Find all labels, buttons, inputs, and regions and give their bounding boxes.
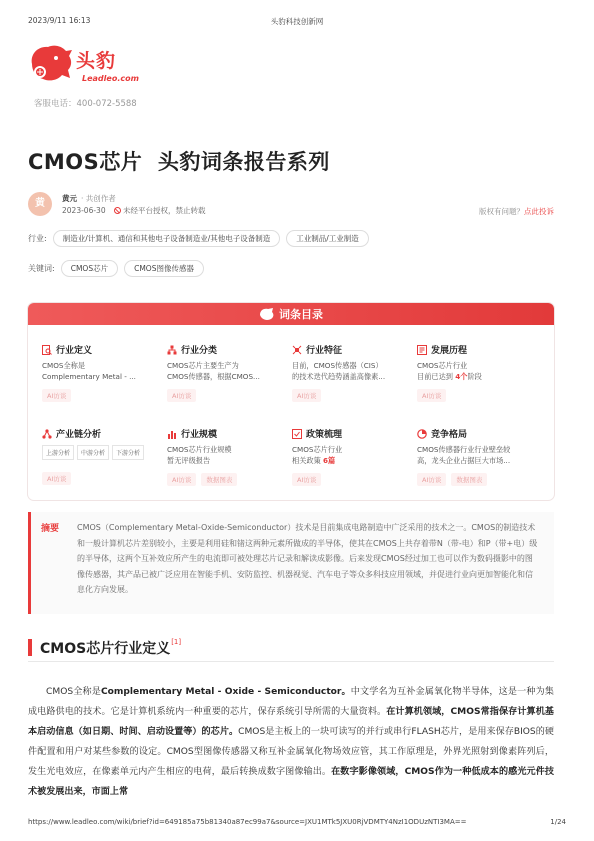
pie-icon bbox=[417, 429, 427, 439]
section-heading bbox=[28, 638, 181, 658]
catalog-item-title: 发展历程 bbox=[431, 346, 468, 356]
ai-interview-badge[interactable]: AI访谈 bbox=[42, 389, 71, 402]
keywords-label: 关键词: bbox=[28, 264, 55, 273]
ai-interview-badge[interactable]: AI访谈 bbox=[292, 389, 321, 402]
author-info bbox=[62, 193, 116, 204]
industry-tag[interactable]: 工业制品/工业制造 bbox=[286, 230, 369, 247]
logo-brand-en: Leadleo.com bbox=[82, 74, 139, 83]
catalog-item-desc: 相关政策 bbox=[292, 455, 324, 465]
catalog-item-features[interactable] bbox=[292, 343, 417, 419]
catalog-item-desc: CMOS全称是 bbox=[42, 361, 86, 370]
history-icon bbox=[417, 345, 427, 355]
print-datetime: 2023/9/11 16:13 bbox=[28, 16, 91, 25]
author-role: · 共创作者 bbox=[81, 194, 116, 203]
catalog-item-industry-chain[interactable] bbox=[42, 427, 167, 500]
print-footer bbox=[28, 818, 566, 826]
body-text: CMOS全称是 bbox=[46, 687, 101, 697]
data-chart-badge[interactable]: 数据图表 bbox=[201, 473, 237, 486]
catalog-item-title: 政策梳理 bbox=[306, 430, 343, 440]
ai-interview-badge[interactable]: AI访谈 bbox=[292, 473, 321, 486]
section-divider bbox=[28, 661, 554, 662]
catalog-item-competition[interactable] bbox=[417, 427, 542, 500]
catalog-item-desc: 目前已达到 bbox=[417, 371, 456, 381]
keywords-row bbox=[28, 260, 210, 277]
policy-icon bbox=[292, 429, 302, 439]
logo-brand-cn: 头豹 bbox=[76, 50, 117, 72]
keyword-tag[interactable]: CMOS芯片 bbox=[61, 260, 118, 277]
catalog-item-desc: Complementary Metal - ... bbox=[42, 371, 136, 381]
catalog-item-desc: CMOS传感器行业行业壁垒较 bbox=[417, 445, 511, 454]
section-title: CMOS芯片行业定义 bbox=[40, 641, 171, 657]
leopard-head-icon bbox=[259, 307, 275, 321]
midstream-analysis[interactable]: 中游分析 bbox=[77, 445, 109, 460]
publish-info bbox=[62, 205, 205, 216]
page-title: CMOS芯片 头豹词条报告系列 bbox=[28, 150, 330, 174]
ai-interview-badge[interactable]: AI访谈 bbox=[167, 389, 196, 402]
body-bold: 在数字影像领域，CMOS作为一种低成本的感光元件技术被发展出来，市面上常 bbox=[28, 767, 554, 797]
catalog-item-desc: CMOS芯片行业 bbox=[292, 445, 343, 454]
ai-interview-badge[interactable]: AI访谈 bbox=[167, 473, 196, 486]
catalog-card bbox=[28, 303, 554, 500]
ban-icon bbox=[114, 207, 121, 214]
leopard-logo-icon bbox=[28, 42, 74, 86]
summary-label: 摘要 bbox=[41, 524, 60, 534]
category-icon bbox=[167, 345, 177, 355]
reference-mark[interactable]: [1] bbox=[171, 638, 182, 646]
summary-text: CMOS（Complementary Metal-Oxide-Semiconductor）技术是目前集成电路制造中广泛采用的技术之一。CMOS的制造技术和一般计算机芯片差别较小，主要是利用硅和锗这两种元素所做成的半导体，使其在CMOS上共存着带N（带-电）和P（带+电）级的半导体，这两个互补效应所产生的电流即可被处理芯片记录和解读成影像。后来发现CMOS经过加工也可以作为数码摄影中的图像传感器，其产品已被广泛应用在智能手机、安防监控、机器视觉、汽车电子等众多科技应用领域，并促进行业向更加智能化和信息化方向发展。 bbox=[77, 523, 538, 594]
catalog-item-title: 行业定义 bbox=[56, 346, 93, 356]
copyright-notice bbox=[479, 206, 554, 217]
ai-interview-badge[interactable]: AI访谈 bbox=[417, 389, 446, 402]
feature-icon bbox=[292, 345, 302, 355]
catalog-item-desc: 的技术迭代趋势涵盖高像素... bbox=[292, 371, 386, 381]
catalog-item-title: 行业规模 bbox=[181, 430, 218, 440]
catalog-item-desc: CMOS芯片主要生产为 bbox=[167, 361, 239, 370]
author-row bbox=[28, 192, 554, 222]
catalog-item-definition[interactable] bbox=[42, 343, 167, 419]
page-url: https://www.leadleo.com/wiki/brief?id=649185a75b81340a87ec99a7&source=JXU1MTk5JXU0RjVDMTY4NzI1ODUzNTI3MA== bbox=[28, 818, 467, 826]
stage-count: 4个 bbox=[455, 371, 468, 381]
catalog-item-desc: CMOS传感器，根据CMOS... bbox=[167, 371, 260, 381]
no-repost-notice bbox=[114, 206, 206, 215]
upstream-analysis[interactable]: 上游分析 bbox=[42, 445, 74, 460]
author-name[interactable]: 黄元 bbox=[62, 194, 77, 203]
ai-interview-badge[interactable]: AI访谈 bbox=[417, 473, 446, 486]
catalog-item-policy[interactable] bbox=[292, 427, 417, 500]
no-repost-text: 未经平台授权，禁止转载 bbox=[122, 206, 206, 215]
data-chart-badge[interactable]: 数据图表 bbox=[451, 473, 487, 486]
section-accent-bar bbox=[28, 639, 32, 656]
industry-row bbox=[28, 230, 375, 247]
publish-date: 2023-06-30 bbox=[62, 206, 106, 215]
catalog-item-desc: 阶段 bbox=[467, 371, 482, 381]
body-text: 中文学名为互补金属氧化物半导体，这是一种为集成电路供电的技术。它是计算机系统内一种重要的芯片，保存系统引导所需的大量资料。 bbox=[28, 687, 554, 717]
keyword-tag[interactable]: CMOS图像传感器 bbox=[124, 260, 204, 277]
policy-count: 6篇 bbox=[323, 455, 336, 465]
catalog-item-desc: 高，龙头企业占据巨大市场... bbox=[417, 455, 511, 465]
chain-icon bbox=[42, 429, 52, 439]
page-number: 1/24 bbox=[550, 818, 566, 826]
catalog-item-desc: CMOS芯片行业规模 bbox=[167, 445, 232, 454]
summary-box bbox=[28, 512, 554, 614]
catalog-item-title: 行业分类 bbox=[181, 346, 218, 356]
catalog-item-history[interactable] bbox=[417, 343, 542, 419]
author-avatar[interactable]: 黄 bbox=[28, 192, 52, 216]
body-bold: 在计算机领域，CMOS常指保存计算机基本启动信息（如日期、时间、启动设置等）的芯片。 bbox=[28, 707, 554, 737]
search-doc-icon bbox=[42, 345, 52, 355]
copyright-question: 版权有问题？ bbox=[479, 207, 524, 216]
catalog-item-desc: 目前，CMOS传感器（CIS） bbox=[292, 361, 383, 370]
catalog-item-desc: 暂无评级报告 bbox=[167, 455, 211, 465]
definition-paragraph bbox=[28, 682, 554, 802]
print-site-name: 头豹科技创新网 bbox=[270, 17, 324, 26]
industry-label: 行业: bbox=[28, 234, 47, 243]
service-phone: 客服电话：400-072-5588 bbox=[34, 99, 137, 109]
catalog-title: 词条目录 bbox=[279, 308, 323, 321]
print-header bbox=[28, 16, 566, 27]
ai-interview-badge[interactable]: AI访谈 bbox=[42, 472, 71, 485]
catalog-item-title: 竞争格局 bbox=[431, 430, 468, 440]
downstream-analysis[interactable]: 下游分析 bbox=[112, 445, 144, 460]
catalog-item-title: 产业链分析 bbox=[56, 430, 102, 440]
catalog-item-desc: CMOS芯片行业 bbox=[417, 361, 468, 370]
catalog-header bbox=[28, 303, 554, 325]
complaint-link[interactable]: 点此投诉 bbox=[524, 207, 554, 216]
catalog-item-title: 行业特征 bbox=[306, 346, 343, 356]
bar-chart-icon bbox=[167, 429, 177, 439]
catalog-item-classification[interactable] bbox=[167, 343, 292, 419]
industry-tag[interactable]: 制造业/计算机、通信和其他电子设备制造业/其他电子设备制造 bbox=[53, 230, 281, 247]
catalog-item-market-size[interactable] bbox=[167, 427, 292, 500]
leadleo-logo[interactable] bbox=[28, 40, 158, 96]
body-text: CMOS是主板上的一块可读写的并行或串行FLASH芯片，是用来保存BIOS的硬件配置和用户对某些参数的设定。CMOS型图像传感器又称互补金属氧化物场效应管，其工作原理是，外界光照射到像素阵列后，发生光电效应，在像素单元内产生相应的电荷，最后转换成数字图像输出。 bbox=[28, 727, 554, 777]
body-bold: Complementary Metal - Oxide - Semiconductor。 bbox=[101, 687, 351, 697]
